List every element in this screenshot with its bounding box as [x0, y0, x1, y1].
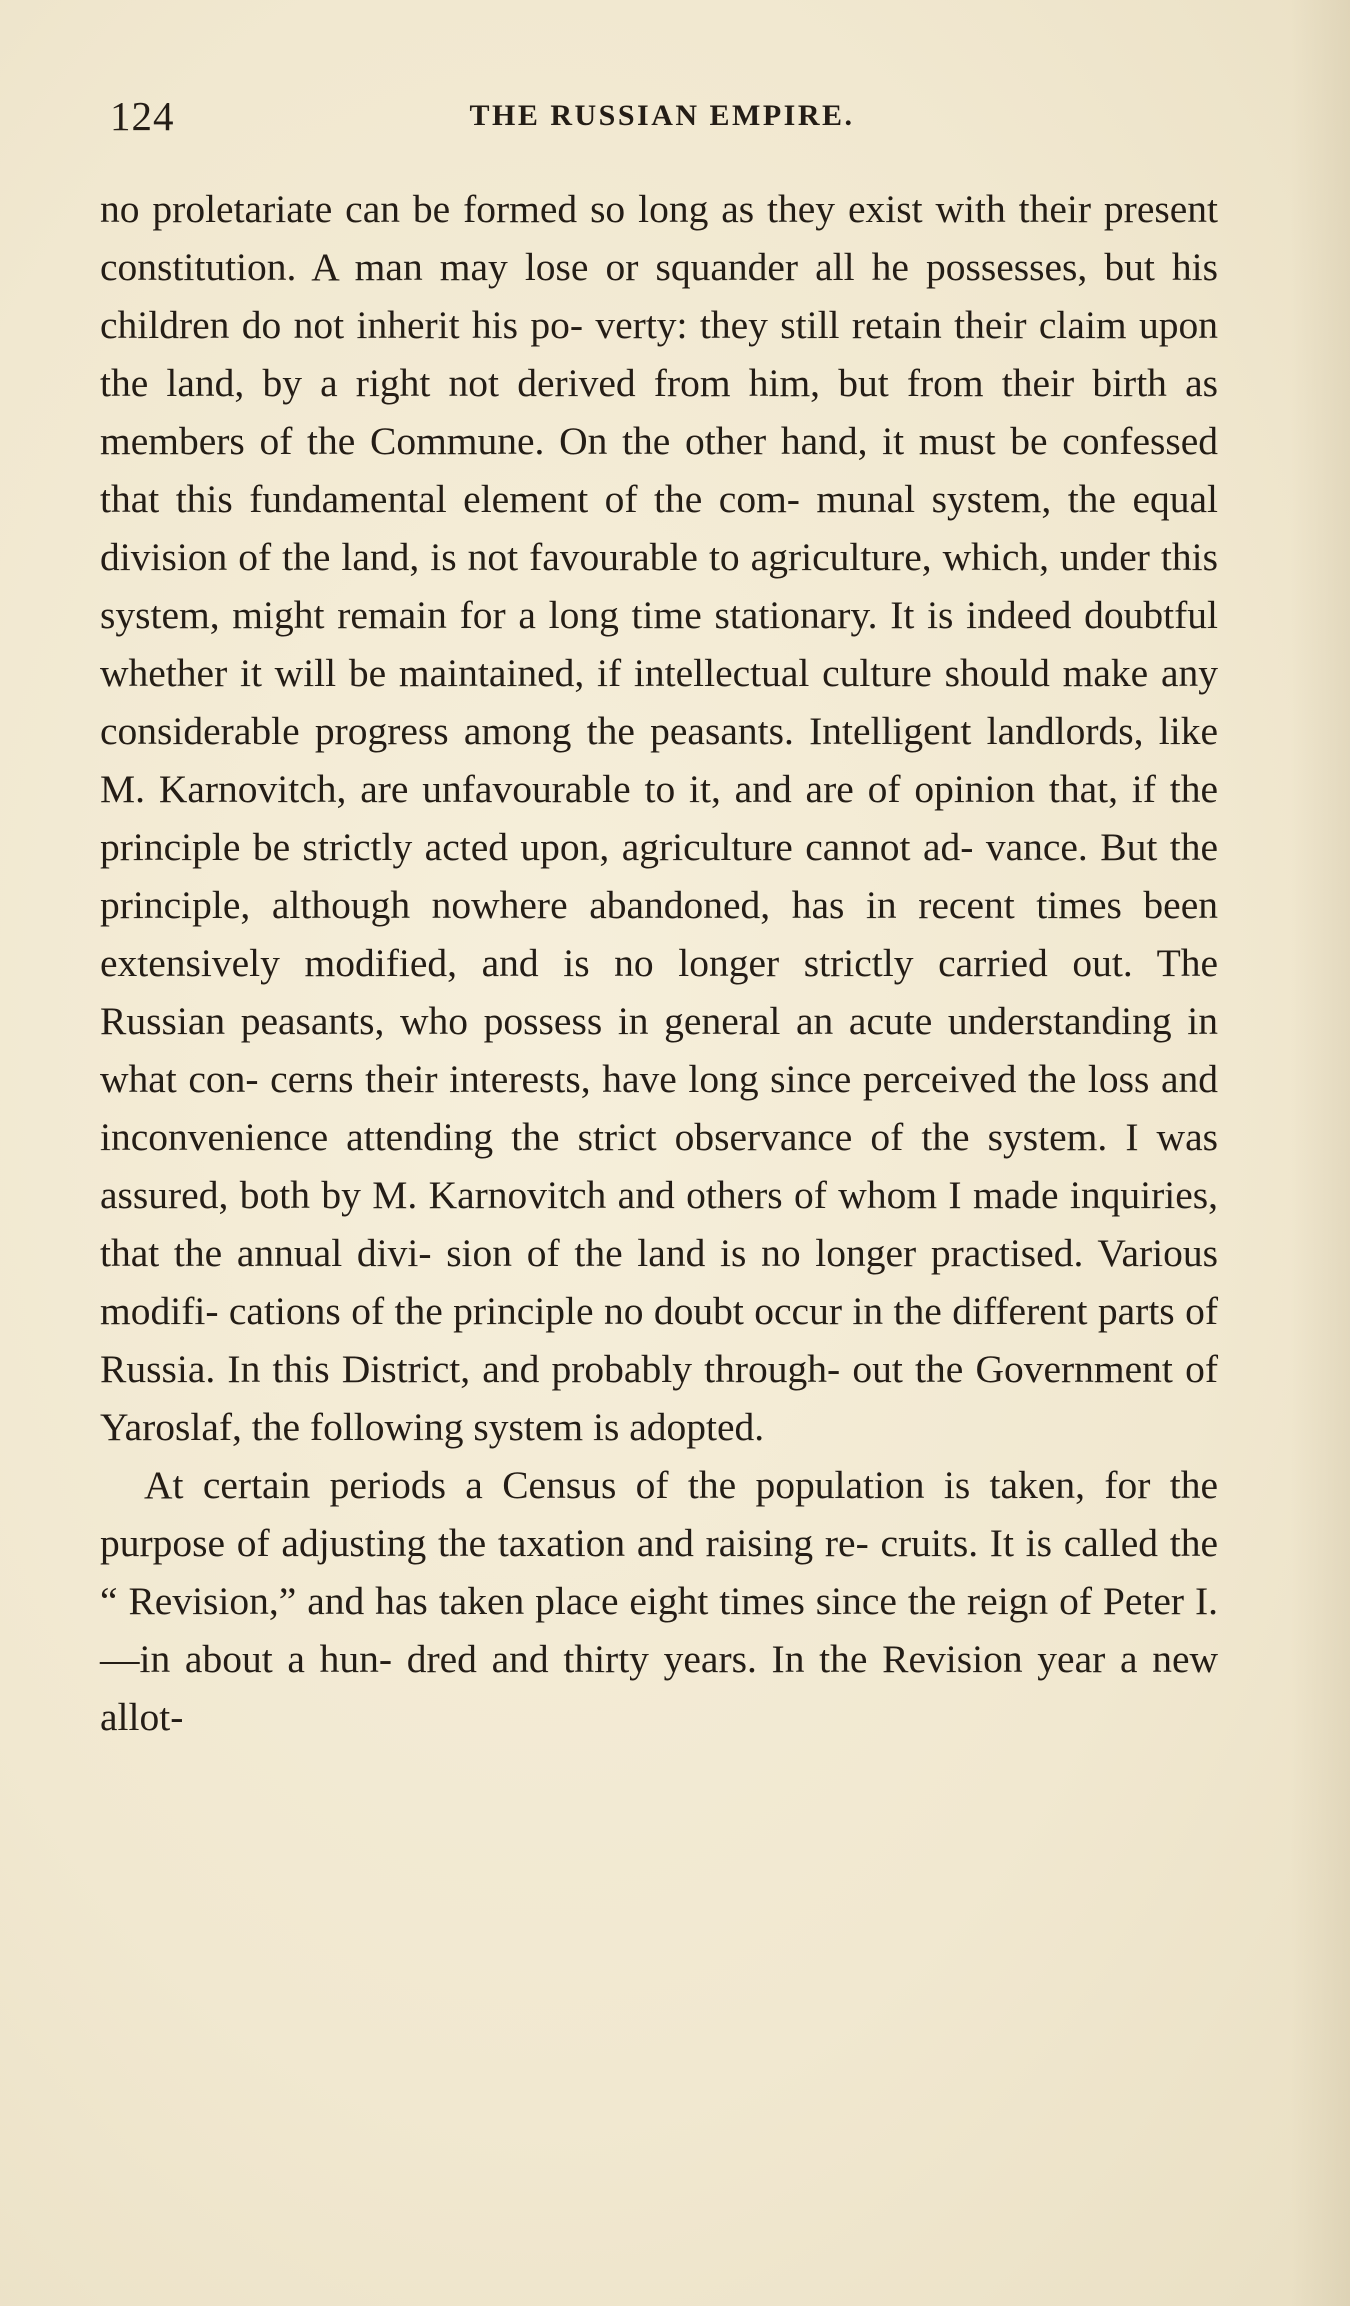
paragraph-2: At certain periods a Census of the population is taken, for the purpose of adjusting the taxation and raising re- cruits. It is called the “ Revision,” and has taken place eight times since the reign of Peter I.—in about a hun- dred and thirty years. In the Revision year a new allot-: [100, 1463, 1218, 1739]
running-title: THE RUSSIAN EMPIRE.: [469, 99, 855, 132]
page-edge-shadow: [1290, 0, 1350, 2306]
paragraph-1: no proletariate can be formed so long as they exist with their present constitution. A man may lose or squander all he possesses, but his children do not inherit his po- verty: they still retain their claim upon the land, by a right not derived from him, but from their birth as members of the Commune. On the other hand, it must be confessed that this fundamental element of the com- munal system, the equal division of the land, is not favourable to agriculture, which, under this system, might remain for a long time stationary. It is indeed doubtful whether it will be maintained, if intellectual culture should make any considerable progress among the peasants. Intelligent landlords, like M. Karnovitch, are unfavourable to it, and are of opinion that, if the principle be strictly acted upon, agriculture cannot ad- vance. But the principle, although nowhere abandoned, has in recent times been extensively modified, and is no longer strictly carried out. The Russian peasants, who possess in general an acute understanding in what con- cerns their interests, have long since perceived the loss and inconvenience attending the strict observance of the system. I was assured, both by M. Karnovitch and others of whom I made inquiries, that the annual divi- sion of the land is no longer practised. Various modifi- cations of the principle no doubt occur in the different parts of Russia. In this District, and probably through- out the Government of Yaroslaf, the following system is adopted.: [100, 187, 1218, 1449]
running-header: [100, 86, 1224, 146]
body-text: [100, 180, 1218, 1746]
page-number: 124: [110, 93, 175, 139]
